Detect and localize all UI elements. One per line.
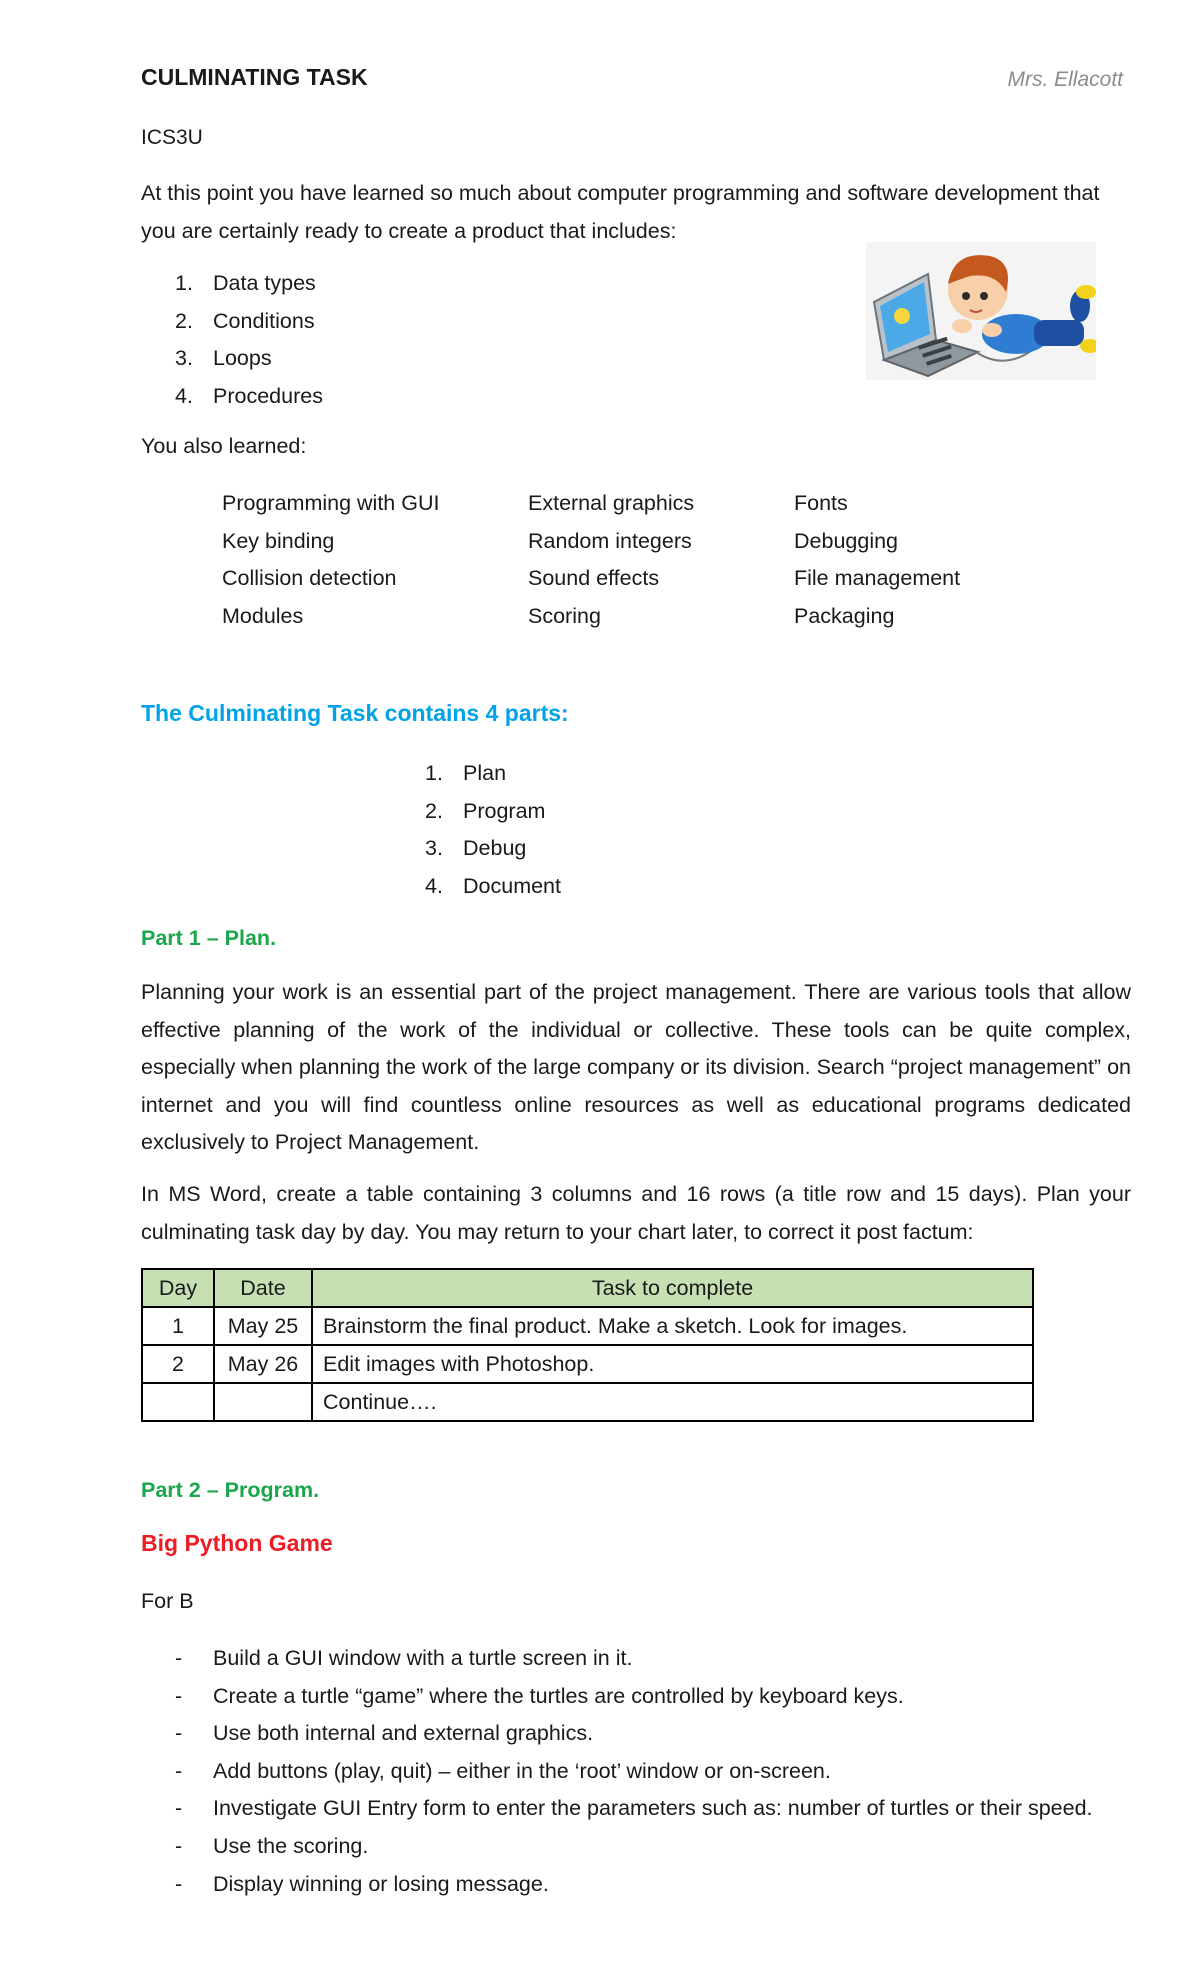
- parts-list: [425, 755, 561, 905]
- list-item: 4. Document: [425, 873, 561, 898]
- list-item: 3. Debug: [425, 836, 527, 860]
- list-item: - Use both internal and external graphics.: [175, 1721, 594, 1746]
- intro-paragraph: At this point you have learned so much about computer programming and software development that you are certainly ready to create a product that includes:: [141, 181, 1100, 243]
- requirements-list: [175, 1640, 1093, 1903]
- plan-table: [141, 1268, 1034, 1422]
- also-learned-grid: [222, 485, 960, 635]
- list-item: 3. Loops: [175, 346, 272, 370]
- grid-row: Programming with GUI External graphics Fonts: [222, 491, 848, 515]
- list-item: - Create a turtle “game” where the turtles are controlled by keyboard keys.: [175, 1683, 904, 1708]
- grid-row: Modules Scoring Packaging: [222, 603, 895, 628]
- list-item: - Investigate GUI Entry form to enter the parameters such as: number of turtles or their speed.: [175, 1796, 1093, 1821]
- includes-list: [175, 265, 323, 415]
- part1-paragraph: Planning your work is an essential part of the project management. There are various tools that allow effective planning of the work of the individual or collective. These tools can be quite complex, especially when planning the work of the large company or its division. Search “project management” on internet and you will find countless online resources as well as educational programs dedicated exclusively to Project Management.: [141, 980, 1131, 1154]
- grid-row: Collision detection Sound effects File management: [222, 566, 961, 590]
- table-row: Continue….: [142, 1383, 1033, 1421]
- also-learned-label: You also learned:: [141, 434, 307, 458]
- list-item: - Use the scoring.: [175, 1833, 369, 1858]
- list-item: - Display winning or losing message.: [175, 1871, 549, 1896]
- list-item: - Build a GUI window with a turtle screen in it.: [175, 1646, 633, 1670]
- list-item: - Add buttons (play, quit) – either in the ‘root’ window or on-screen.: [175, 1758, 831, 1783]
- table-row: 1 May 25 Brainstorm the final product. Make a sketch. Look for images.: [142, 1307, 1033, 1345]
- author-name: Mrs. Ellacott: [1007, 68, 1123, 91]
- table-header-row: Day Date Task to complete: [142, 1269, 1033, 1307]
- course-code: ICS3U: [141, 126, 203, 149]
- list-item: 1. Data types: [175, 271, 316, 295]
- part1-heading: Part 1 – Plan.: [141, 926, 277, 950]
- game-title: Big Python Game: [141, 1530, 333, 1556]
- document-title: CULMINATING TASK: [141, 64, 368, 90]
- table-row: 2 May 26 Edit images with Photoshop.: [142, 1345, 1033, 1383]
- list-item: 4. Procedures: [175, 383, 323, 408]
- level-label: For B: [141, 1589, 194, 1613]
- list-item: 1. Plan: [425, 761, 507, 785]
- part1-instructions: In MS Word, create a table containing 3 columns and 16 rows (a title row and 15 days). Plan your culminating task day by day. You may return to your chart later, to correct it post factum:: [141, 1182, 1131, 1244]
- list-item: 2. Program: [425, 798, 546, 823]
- grid-row: Key binding Random integers Debugging: [222, 528, 899, 553]
- child-laptop-illustration: [866, 242, 1096, 380]
- part2-heading: Part 2 – Program.: [141, 1478, 320, 1502]
- list-item: 2. Conditions: [175, 308, 315, 333]
- parts-heading: The Culminating Task contains 4 parts:: [141, 700, 569, 726]
